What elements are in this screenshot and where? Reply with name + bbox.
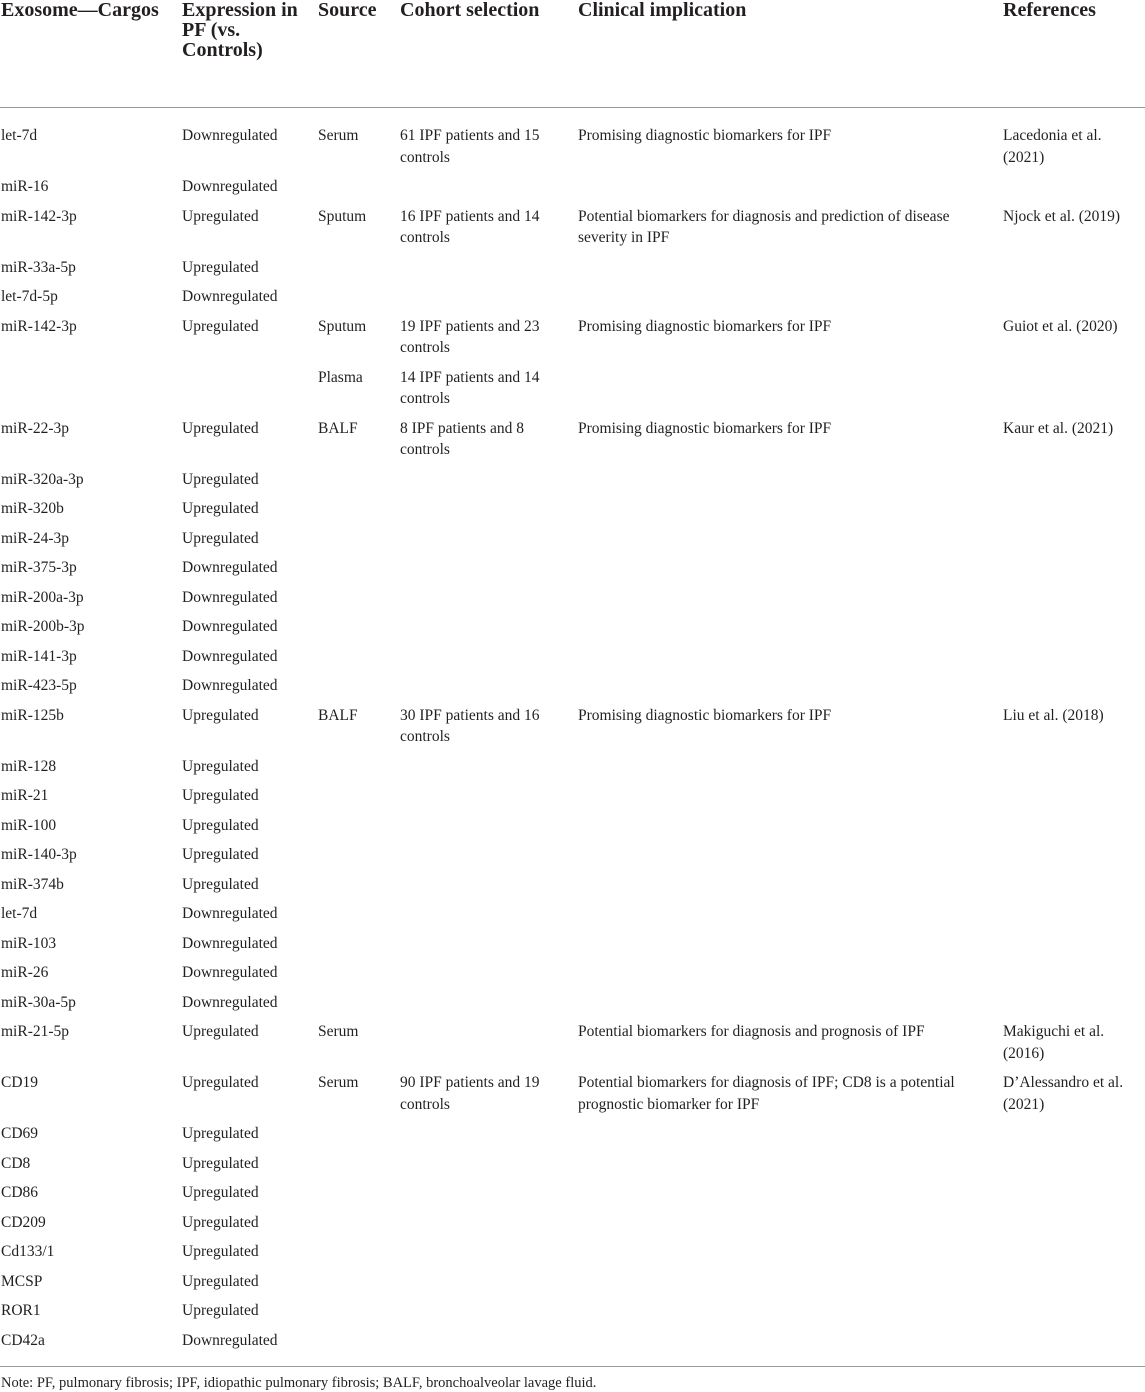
cell-expression: Upregulated <box>182 207 259 225</box>
cell-expression: Upregulated <box>182 317 259 335</box>
cell-source <box>318 756 400 786</box>
cell-implication <box>578 992 1003 1022</box>
table-row <box>0 528 1145 558</box>
table-row <box>0 469 1145 499</box>
cell-reference <box>1003 367 1145 418</box>
cell-expression: Downregulated <box>182 647 278 665</box>
cell-implication <box>578 933 1003 963</box>
table-row <box>0 756 1145 786</box>
cell-reference <box>1003 1330 1145 1360</box>
cell-cohort <box>400 675 578 705</box>
cell-cohort: 90 IPF patients and 19 controls <box>400 1074 540 1113</box>
cell-reference <box>1003 1212 1145 1242</box>
header-row <box>0 0 1145 108</box>
cell-expression: Upregulated <box>182 875 259 893</box>
cell-source: Plasma <box>318 368 363 386</box>
cell-cohort <box>400 992 578 1022</box>
cell-cargo: miR-374b <box>1 875 64 893</box>
cell-source: Sputum <box>318 207 367 225</box>
cell-cohort: 14 IPF patients and 14 controls <box>400 368 540 407</box>
cell-reference <box>1003 257 1145 287</box>
cell-reference: Guiot et al. (2020) <box>1003 317 1118 335</box>
table-row <box>0 206 1145 257</box>
cell-cohort <box>400 1212 578 1242</box>
cell-expression: Upregulated <box>182 846 259 863</box>
cell-implication <box>578 557 1003 587</box>
table-row <box>0 286 1145 316</box>
table-row <box>0 646 1145 676</box>
table-row <box>0 1182 1145 1212</box>
cell-source <box>318 557 400 587</box>
table-row <box>0 176 1145 206</box>
cell-reference <box>1003 176 1145 206</box>
cell-cohort <box>400 1182 578 1212</box>
cell-implication: Promising diagnostic biomarkers for IPF <box>578 317 832 335</box>
table-row <box>0 815 1145 845</box>
cell-source <box>318 528 400 558</box>
cell-cohort <box>400 1241 578 1271</box>
cell-cargo: miR-103 <box>1 934 57 952</box>
table-row <box>0 785 1145 815</box>
cell-source <box>318 903 400 933</box>
cell-reference <box>1003 616 1145 646</box>
table-row <box>0 844 1145 874</box>
cell-reference <box>1003 587 1145 617</box>
cell-implication <box>578 587 1003 617</box>
table-row <box>0 587 1145 617</box>
cell-source <box>318 815 400 845</box>
cell-implication <box>578 844 1003 874</box>
cell-implication <box>578 367 1003 418</box>
header-cohort: Cohort selection <box>400 0 578 108</box>
cell-implication <box>578 874 1003 904</box>
cell-reference: Makiguchi et al. (2016) <box>1003 1023 1105 1062</box>
cell-cargo: miR-142-3p <box>1 207 77 225</box>
cell-cargo: miR-200b-3p <box>1 618 85 635</box>
table-row <box>0 257 1145 287</box>
table-row <box>0 1330 1145 1360</box>
cell-implication <box>578 756 1003 786</box>
cell-cargo: miR-320b <box>1 500 64 517</box>
cell-cargo: miR-125b <box>1 706 64 724</box>
cell-cohort: 61 IPF patients and 15 controls <box>400 127 540 166</box>
cell-cargo: miR-141-3p <box>1 647 77 665</box>
table-row <box>0 1021 1145 1072</box>
cell-cargo: let-7d <box>1 127 38 144</box>
cell-reference <box>1003 557 1145 587</box>
cell-implication <box>578 675 1003 705</box>
cell-cohort <box>400 557 578 587</box>
cell-expression: Upregulated <box>182 258 259 276</box>
table-row <box>0 1271 1145 1301</box>
cell-source: Sputum <box>318 317 367 335</box>
cell-implication <box>578 1182 1003 1212</box>
cell-expression: Downregulated <box>182 964 278 981</box>
cell-cargo: miR-100 <box>1 816 57 834</box>
cell-cohort <box>400 962 578 992</box>
cell-reference: Kaur et al. (2021) <box>1003 419 1114 437</box>
cell-implication <box>578 286 1003 316</box>
cell-source <box>318 498 400 528</box>
header-references: References <box>1003 0 1145 108</box>
cell-implication <box>578 1300 1003 1330</box>
cell-reference <box>1003 1271 1145 1301</box>
cell-expression: Downregulated <box>182 618 278 635</box>
table-row <box>0 108 1145 177</box>
cell-cohort <box>400 785 578 815</box>
cell-source <box>318 257 400 287</box>
cell-source <box>318 1212 400 1242</box>
cell-reference <box>1003 874 1145 904</box>
cell-expression: Downregulated <box>182 993 278 1011</box>
cell-expression: Upregulated <box>182 816 259 834</box>
cell-reference <box>1003 962 1145 992</box>
cell-implication <box>578 815 1003 845</box>
cell-expression: Upregulated <box>182 500 259 517</box>
table-row <box>0 933 1145 963</box>
cell-expression: Upregulated <box>182 757 259 775</box>
cell-reference <box>1003 992 1145 1022</box>
cell-expression: Upregulated <box>182 1243 259 1260</box>
cell-implication <box>578 1330 1003 1360</box>
cell-expression: Downregulated <box>182 178 278 195</box>
cell-implication <box>578 469 1003 499</box>
cell-cohort <box>400 815 578 845</box>
cell-source <box>318 785 400 815</box>
cell-cohort <box>400 498 578 528</box>
cell-implication <box>578 1153 1003 1183</box>
cell-cohort <box>400 1271 578 1301</box>
cell-reference <box>1003 286 1145 316</box>
cell-reference <box>1003 756 1145 786</box>
cell-source: BALF <box>318 706 358 724</box>
cell-cargo: miR-142-3p <box>1 317 77 335</box>
cell-cargo: CD19 <box>1 1074 39 1091</box>
header-source: Source <box>318 0 400 108</box>
cell-cohort <box>400 176 578 206</box>
table-row <box>0 1153 1145 1183</box>
table-body <box>0 108 1145 1360</box>
cell-implication <box>578 1212 1003 1242</box>
table-header <box>0 0 1145 108</box>
cell-source <box>318 874 400 904</box>
cell-implication: Potential biomarkers for diagnosis of IPF; CD8 is a potential prognostic biomarker for IPF <box>578 1074 955 1113</box>
cell-source <box>318 962 400 992</box>
cell-reference <box>1003 815 1145 845</box>
cell-reference <box>1003 1182 1145 1212</box>
cell-source <box>318 646 400 676</box>
cell-cohort <box>400 933 578 963</box>
cell-implication: Potential biomarkers for diagnosis and prognosis of IPF <box>578 1023 925 1040</box>
table-row <box>0 1072 1145 1123</box>
cell-implication <box>578 1123 1003 1153</box>
cell-source <box>318 1330 400 1360</box>
cell-cargo: miR-128 <box>1 757 57 775</box>
cell-cargo: MCSP <box>1 1272 43 1290</box>
cell-cohort: 16 IPF patients and 14 controls <box>400 207 540 246</box>
cell-implication: Promising diagnostic biomarkers for IPF <box>578 706 832 724</box>
cell-cohort: 8 IPF patients and 8 controls <box>400 419 524 458</box>
table-row <box>0 992 1145 1022</box>
table-row <box>0 1300 1145 1330</box>
cell-cargo: miR-375-3p <box>1 559 77 576</box>
cell-expression: Upregulated <box>182 419 259 437</box>
cell-reference <box>1003 933 1145 963</box>
table-row <box>0 962 1145 992</box>
table-row <box>0 557 1145 587</box>
cell-cohort <box>400 1153 578 1183</box>
cell-cargo: CD69 <box>1 1125 39 1142</box>
cell-expression: Upregulated <box>182 470 259 488</box>
cell-reference <box>1003 1300 1145 1330</box>
header-expression: Expression in PF (vs. Controls) <box>182 0 318 108</box>
table-bottom-rule <box>0 1366 1145 1367</box>
cell-expression: Upregulated <box>182 787 259 804</box>
cell-source <box>318 1123 400 1153</box>
cell-cohort <box>400 1123 578 1153</box>
cell-cohort <box>400 874 578 904</box>
cell-cargo: miR-16 <box>1 178 49 195</box>
cell-cohort <box>400 844 578 874</box>
cell-expression: Upregulated <box>182 1272 259 1290</box>
cell-reference <box>1003 785 1145 815</box>
cell-expression: Upregulated <box>182 1074 259 1091</box>
cell-cargo: CD8 <box>1 1154 31 1172</box>
cell-reference <box>1003 844 1145 874</box>
cell-implication <box>578 257 1003 287</box>
table-row <box>0 1123 1145 1153</box>
table-row <box>0 498 1145 528</box>
cell-cohort: 19 IPF patients and 23 controls <box>400 317 540 356</box>
cell-cohort <box>400 616 578 646</box>
cell-expression: Upregulated <box>182 529 259 547</box>
table-note: Note: PF, pulmonary fibrosis; IPF, idiopathic pulmonary fibrosis; BALF, bronchoalveolar lavage fluid. <box>1 1375 597 1391</box>
cell-implication <box>578 1271 1003 1301</box>
table-row <box>0 616 1145 646</box>
table-row <box>0 705 1145 756</box>
cell-source <box>318 616 400 646</box>
cell-reference: Liu et al. (2018) <box>1003 706 1104 724</box>
cell-source: BALF <box>318 419 358 437</box>
cell-reference <box>1003 498 1145 528</box>
cell-source: Serum <box>318 1074 359 1091</box>
cell-cargo: let-7d-5p <box>1 288 58 305</box>
cell-source <box>318 1300 400 1330</box>
table-row <box>0 675 1145 705</box>
cell-reference: D’Alessandro et al. (2021) <box>1003 1074 1124 1113</box>
cell-source <box>318 844 400 874</box>
cell-expression: Upregulated <box>182 1302 259 1319</box>
table-row <box>0 903 1145 933</box>
header-implication: Clinical implication <box>578 0 1003 108</box>
cell-implication: Potential biomarkers for diagnosis and prediction of disease severity in IPF <box>578 207 950 246</box>
cell-cohort <box>400 528 578 558</box>
cell-expression: Downregulated <box>182 127 278 144</box>
cell-expression: Downregulated <box>182 559 278 576</box>
cell-source <box>318 933 400 963</box>
cell-cohort <box>400 587 578 617</box>
cell-cargo: miR-30a-5p <box>1 993 76 1011</box>
cell-cohort <box>400 469 578 499</box>
cell-reference <box>1003 1153 1145 1183</box>
cell-implication <box>578 646 1003 676</box>
cell-reference <box>1003 528 1145 558</box>
cell-implication <box>578 962 1003 992</box>
header-cargo: Exosome—Cargos <box>0 0 182 108</box>
cell-expression: Downregulated <box>182 677 278 694</box>
cell-source <box>318 1241 400 1271</box>
table-row <box>0 1212 1145 1242</box>
table-row <box>0 1241 1145 1271</box>
cell-implication <box>578 785 1003 815</box>
table-row <box>0 418 1145 469</box>
cell-cargo: CD86 <box>1 1184 39 1201</box>
cell-source <box>318 1153 400 1183</box>
cell-cargo: miR-24-3p <box>1 529 70 547</box>
cell-source <box>318 1182 400 1212</box>
cell-source <box>318 176 400 206</box>
cell-implication <box>578 616 1003 646</box>
cell-cohort <box>400 257 578 287</box>
cell-implication <box>578 903 1003 933</box>
cell-reference <box>1003 646 1145 676</box>
cell-implication <box>578 528 1003 558</box>
cell-cohort <box>400 756 578 786</box>
cell-reference <box>1003 903 1145 933</box>
cell-expression: Upregulated <box>182 1023 259 1040</box>
cell-expression: Downregulated <box>182 288 278 305</box>
table-row <box>0 316 1145 367</box>
cell-cohort <box>400 646 578 676</box>
cell-expression: Upregulated <box>182 1213 259 1231</box>
cell-implication: Promising diagnostic biomarkers for IPF <box>578 419 832 437</box>
cell-source <box>318 675 400 705</box>
cell-source: Serum <box>318 127 359 144</box>
cell-reference <box>1003 1241 1145 1271</box>
cell-reference: Lacedonia et al. (2021) <box>1003 127 1102 166</box>
cell-source: Serum <box>318 1023 359 1040</box>
cell-cargo: CD42a <box>1 1331 45 1349</box>
cell-implication: Promising diagnostic biomarkers for IPF <box>578 127 832 144</box>
cell-cargo: let-7d <box>1 905 38 922</box>
cell-implication <box>578 498 1003 528</box>
cell-cohort <box>400 1330 578 1360</box>
cell-expression <box>182 367 318 418</box>
cell-expression: Downregulated <box>182 588 278 606</box>
cell-cargo: CD209 <box>1 1213 46 1231</box>
cell-reference <box>1003 1123 1145 1153</box>
cell-implication <box>578 1241 1003 1271</box>
cell-cohort <box>400 1021 578 1072</box>
cell-cargo: miR-140-3p <box>1 846 77 863</box>
cell-expression: Downregulated <box>182 1331 278 1349</box>
cell-cargo <box>0 367 182 418</box>
cell-cargo: Cd133/1 <box>1 1243 55 1260</box>
cell-cohort <box>400 1300 578 1330</box>
cell-implication <box>578 176 1003 206</box>
cell-source <box>318 286 400 316</box>
cell-cargo: ROR1 <box>1 1302 41 1319</box>
cell-expression: Upregulated <box>182 706 259 724</box>
cell-expression: Downregulated <box>182 934 278 952</box>
cell-reference <box>1003 469 1145 499</box>
cell-source <box>318 992 400 1022</box>
cell-cargo: miR-33a-5p <box>1 258 76 276</box>
cell-cargo: miR-22-3p <box>1 419 70 437</box>
cell-source <box>318 587 400 617</box>
cell-reference <box>1003 675 1145 705</box>
cell-reference: Njock et al. (2019) <box>1003 207 1121 225</box>
cell-cargo: miR-26 <box>1 964 49 981</box>
cell-cargo: miR-21-5p <box>1 1023 70 1040</box>
cell-source <box>318 469 400 499</box>
cell-expression: Downregulated <box>182 905 278 922</box>
cell-cargo: miR-200a-3p <box>1 588 84 606</box>
cell-cargo: miR-423-5p <box>1 677 77 694</box>
cell-expression: Upregulated <box>182 1154 259 1172</box>
cell-cargo: miR-320a-3p <box>1 470 84 488</box>
cell-source <box>318 1271 400 1301</box>
cell-cohort <box>400 903 578 933</box>
cell-cargo: miR-21 <box>1 787 49 804</box>
cell-expression: Upregulated <box>182 1125 259 1142</box>
table-row <box>0 367 1145 418</box>
cell-cohort: 30 IPF patients and 16 controls <box>400 706 540 745</box>
cell-cohort <box>400 286 578 316</box>
table-row <box>0 874 1145 904</box>
cell-expression: Upregulated <box>182 1184 259 1201</box>
